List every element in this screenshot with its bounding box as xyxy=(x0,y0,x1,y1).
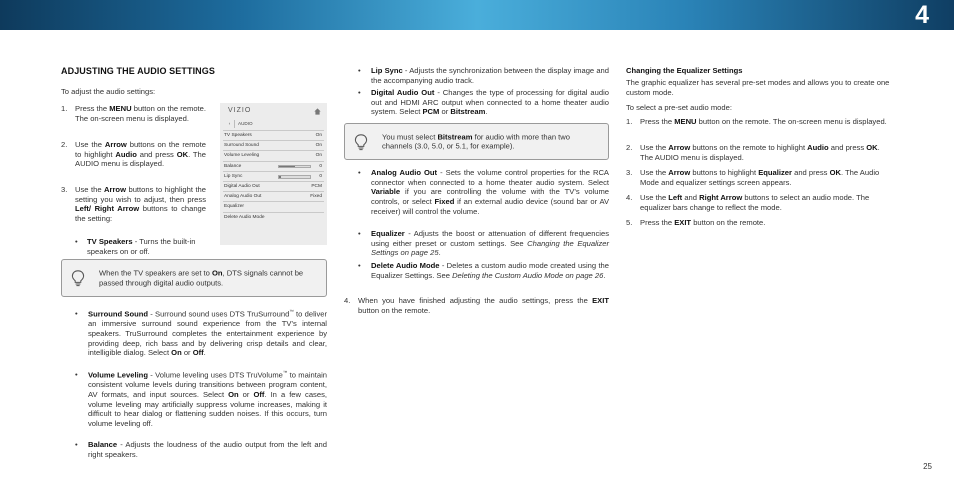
tv-menu-row-label: TV Speakers xyxy=(224,133,252,138)
step-number: 5. xyxy=(626,218,633,227)
tv-menu-list xyxy=(223,130,324,222)
tv-menu-slider xyxy=(278,165,311,169)
step-text: Use the Arrow buttons to highlight the setting you wish to adjust, then press Left/ Right Arrow buttons to change the setting: xyxy=(75,185,206,224)
step-text: When you have finished adjusting the audio settings, press the EXIT button on the remote. xyxy=(358,296,609,315)
tv-menu-row-value: On xyxy=(315,143,322,149)
back-icon: ‹ xyxy=(225,120,235,128)
tv-menu-row xyxy=(223,171,324,181)
bullet-text: Delete Audio Mode - Deletes a custom audio mode created using the Equalizer Settings. See Deleting the Custom Audio Mode on page 26. xyxy=(371,261,609,280)
tv-menu-row-label: Surround Sound xyxy=(224,143,259,149)
intro-text: To adjust the audio settings: xyxy=(61,87,156,96)
tv-menu-row-value: On xyxy=(315,133,322,138)
bullet-text: Balance - Adjusts the loudness of the audio output from the left and right speakers. xyxy=(88,440,327,459)
tv-menu-breadcrumb xyxy=(223,120,324,128)
lightbulb-icon xyxy=(353,133,369,151)
tv-menu-row-label: Analog Audio Out xyxy=(224,194,262,200)
tv-menu-row-label: Equalizer xyxy=(224,204,244,210)
note-text: When the TV speakers are set to On, DTS signals cannot be passed through digital audio outputs. xyxy=(99,268,304,287)
step-number: 1. xyxy=(61,104,68,113)
tv-menu-row-value: Fixed xyxy=(310,194,322,200)
bullet-text: Volume Leveling - Volume leveling uses DTS TruVolume™ to maintain consistent volume levels during transitions between program content, AV formats, and input sources. Select On or Off. In a few cases, volume leveling may artificially suppress volume increases, making it difficult to hear dialog or flattening sudden noises. If this occurs, turn volume leveling off. xyxy=(88,370,327,429)
note-bitstream xyxy=(344,123,609,160)
step-text: Use the Arrow buttons on the remote to highlight Audio and press OK. The AUDIO menu is displayed. xyxy=(75,140,206,169)
tv-menu-row-label: Digital Audio Out xyxy=(224,183,260,189)
vizio-logo: VIZIO xyxy=(228,107,252,114)
bullet-text: Digital Audio Out - Changes the type of processing for digital audio out and HDMI ARC output when connected to a home theater audio system. Select PCM or Bitstream. xyxy=(371,88,609,117)
tv-menu-row xyxy=(223,140,324,150)
chapter-number: 4 xyxy=(915,1,929,29)
step-text: Use the Arrow buttons on the remote to highlight Audio and press OK. The AUDIO menu is displayed. xyxy=(640,143,880,162)
note-tv-speakers xyxy=(61,259,327,297)
tv-audio-menu-screenshot xyxy=(220,103,327,245)
step-text: Use the Left and Right Arrow buttons to select an audio mode. The equalizer bars change to reflect the mode. xyxy=(640,193,870,212)
step-number: 2. xyxy=(626,143,633,152)
tv-menu-row xyxy=(223,212,324,222)
step-number: 3. xyxy=(61,185,68,194)
tv-menu-row xyxy=(223,150,324,160)
breadcrumb-label: AUDIO xyxy=(238,121,253,126)
select-mode-text: To select a pre-set audio mode: xyxy=(626,103,732,112)
tv-menu-row-value: PCM xyxy=(311,183,322,189)
step-text: Press the MENU button on the remote. The on-screen menu is displayed. xyxy=(640,117,887,126)
bullet-text: Surround Sound - Surround sound uses DTS TruSurround™ to deliver an immersive surround sound experience from the TV’s internal speakers. TruSurround completes the entertainment experience by providing deep, rich bass and by delivering crisp details and clear, intelligible dialog. Select On or Off. xyxy=(88,309,327,358)
tv-menu-row-label: Delete Audio Mode xyxy=(224,214,265,220)
tv-menu-row xyxy=(223,161,324,171)
tv-menu-row-label: Lip Sync xyxy=(224,173,243,179)
tv-menu-header xyxy=(220,103,327,119)
note-text: You must select Bitstream for audio with more than two channels (3.0, 5.0, or 5.1, for example). xyxy=(382,131,570,151)
equalizer-heading: Changing the Equalizer Settings xyxy=(626,66,743,75)
lightbulb-icon xyxy=(70,269,86,287)
bullet-text: Equalizer - Adjusts the boost or attenuation of different frequencies using either preset or custom settings. See Changing the Equalizer Settings on page 25. xyxy=(371,229,609,258)
step-text: Use the Arrow buttons to highlight Equalizer and press OK. The Audio Mode and equalizer settings screen appears. xyxy=(640,168,880,187)
tv-menu-row xyxy=(223,191,324,201)
step-number: 4. xyxy=(344,296,351,305)
tv-menu-row xyxy=(223,201,324,211)
tv-menu-row xyxy=(223,181,324,191)
step-text: Press the MENU button on the remote. The on-screen menu is displayed. xyxy=(75,104,206,123)
bullet-text: Lip Sync - Adjusts the synchronization between the display image and the accompanying audio track. xyxy=(371,66,609,85)
step-number: 2. xyxy=(61,140,68,149)
chapter-banner xyxy=(0,0,954,30)
home-icon xyxy=(314,108,321,115)
step-number: 1. xyxy=(626,117,633,126)
bullet-text: Analog Audio Out - Sets the volume control properties for the RCA connector when connected to a home theater audio system. Select Variable if you are controlling the volume with the TV’s volume controls, or select Fixed if an external audio device (sound bar or AV receiver) will control the volume. xyxy=(371,168,610,216)
equalizer-intro: The graphic equalizer has several pre-set modes and allows you to create one custom mode. xyxy=(626,78,890,97)
tv-menu-row-value: On xyxy=(315,153,322,159)
section-heading: ADJUSTING THE AUDIO SETTINGS xyxy=(61,66,215,76)
page-number: 25 xyxy=(923,462,932,471)
tv-menu-row xyxy=(223,130,324,140)
tv-menu-row-value: 0 xyxy=(319,173,322,179)
tv-menu-row-label: Balance xyxy=(224,163,242,169)
tv-menu-slider xyxy=(278,175,311,179)
step-number: 4. xyxy=(626,193,633,202)
step-number: 3. xyxy=(626,168,633,177)
tv-menu-row-value: 0 xyxy=(319,163,322,169)
bullet-text: TV Speakers - Turns the built-in speakers on or off. xyxy=(87,237,196,256)
tv-menu-row-label: Volume Leveling xyxy=(224,153,260,159)
step-text: Press the EXIT button on the remote. xyxy=(640,218,766,227)
